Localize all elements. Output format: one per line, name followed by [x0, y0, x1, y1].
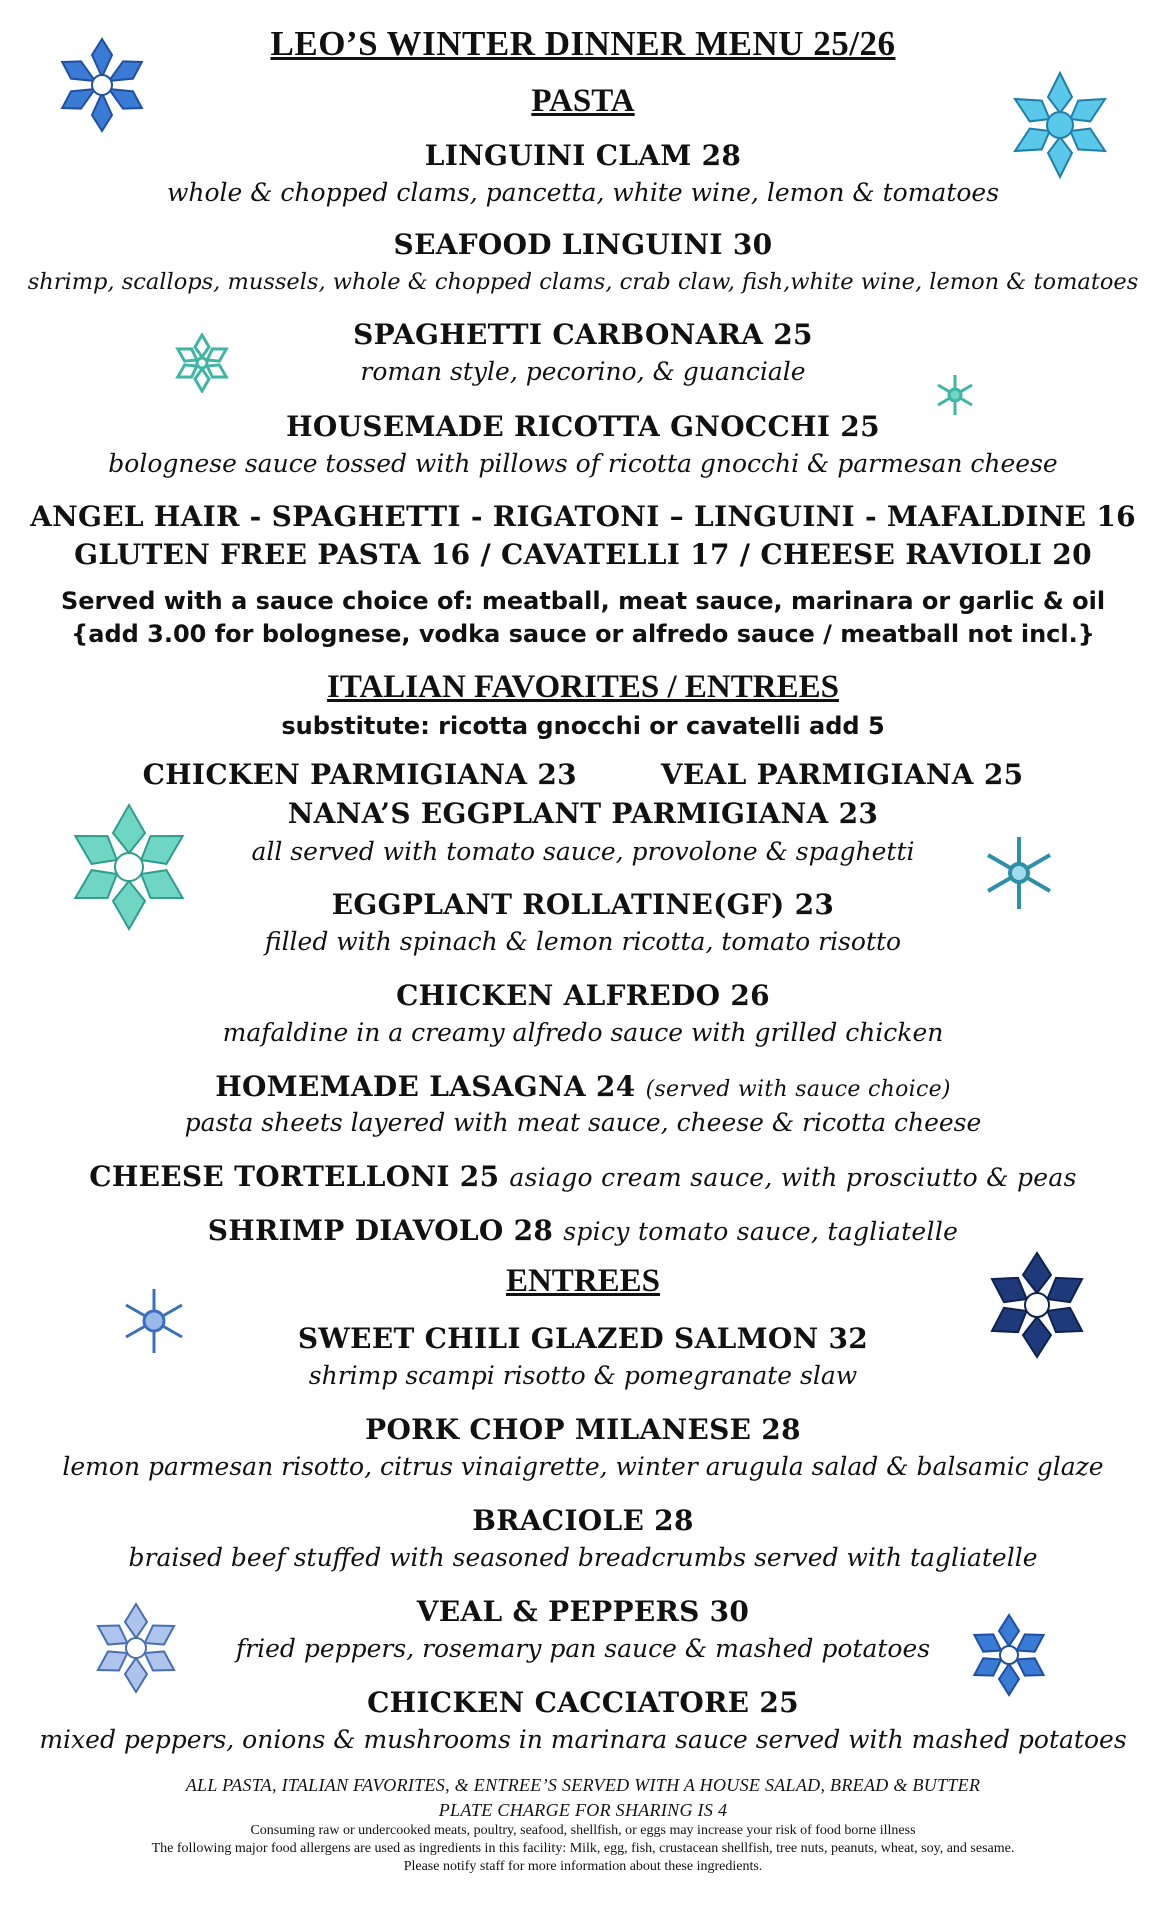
- menu-item-name: SHRIMP DIAVOLO 28: [207, 1214, 554, 1247]
- menu-item-desc: shrimp scampi risotto & pomegranate slaw: [308, 1361, 858, 1390]
- menu-item-name: LINGUINI CLAM 28: [424, 139, 742, 172]
- pasta-options-line: GLUTEN FREE PASTA 16 / CAVATELLI 17 / CHEESE RAVIOLI 20: [74, 538, 1092, 571]
- menu-title: LEO’S WINTER DINNER MENU 25/26: [270, 24, 896, 63]
- menu-item-desc: bolognese sauce tossed with pillows of ricotta gnocchi & parmesan cheese: [108, 449, 1058, 478]
- menu-item-name: VEAL & PEPPERS 30: [416, 1595, 750, 1628]
- sauce-choice-line: Served with a sauce choice of: meatball, meat sauce, marinara or garlic & oil: [60, 587, 1106, 615]
- menu-item-desc: fried peppers, rosemary pan sauce & mashed potatoes: [235, 1634, 931, 1663]
- menu-item-name: CHICKEN CACCIATORE 25: [367, 1686, 799, 1719]
- menu-item-name: PORK CHOP MILANESE 28: [365, 1413, 801, 1446]
- menu-item-desc: filled with spinach & lemon ricotta, tomato risotto: [264, 927, 902, 956]
- menu-item-name: BRACIOLE 28: [472, 1504, 694, 1537]
- menu-item-name: EGGPLANT ROLLATINE(GF) 23: [331, 888, 835, 921]
- diavolo-line: [0, 1214, 1166, 1247]
- parmigiana-line: [0, 758, 1166, 791]
- menu-item-name: SPAGHETTI CARBONARA 25: [353, 318, 813, 351]
- lasagna-line: [0, 1070, 1166, 1103]
- menu-item-desc: braised beef stuffed with seasoned breadcrumbs served with tagliatelle: [128, 1543, 1038, 1572]
- menu-item-desc: mafaldine in a creamy alfredo sauce with grilled chicken: [222, 1018, 944, 1047]
- menu-item-desc: asiago cream sauce, with prosciutto & peas: [509, 1163, 1077, 1192]
- menu-item-name: HOUSEMADE RICOTTA GNOCCHI 25: [286, 410, 880, 443]
- menu-item-name: CHICKEN ALFREDO 26: [396, 979, 770, 1012]
- menu-item-name: SEAFOOD LINGUINI 30: [393, 228, 773, 261]
- menu-item-desc: whole & chopped clams, pancetta, white wine, lemon & tomatoes: [166, 178, 1000, 207]
- section-heading-entrees: ENTREES: [505, 1263, 661, 1299]
- menu-item-desc: lemon parmesan risotto, citrus vinaigrette, winter arugula salad & balsamic glaze: [62, 1452, 1104, 1481]
- menu-item-name: CHICKEN PARMIGIANA 23: [142, 758, 577, 791]
- sauce-upcharge-line: {add 3.00 for bolognese, vodka sauce or alfredo sauce / meatball not incl.}: [71, 620, 1095, 648]
- menu-item-desc: pasta sheets layered with meat sauce, cheese & ricotta cheese: [184, 1108, 982, 1137]
- section-heading-pasta: PASTA: [531, 83, 635, 119]
- footer-allergen-list: The following major food allergens are used as ingredients in this facility: Milk, egg, fish, crustacean shellfish, tree nuts, peanuts, wheat, soy, and sesame.: [151, 1841, 1015, 1856]
- footer-allergen-notice: Please notify staff for more information about these ingredients.: [403, 1859, 763, 1874]
- menu-item-note: (served with sauce choice): [645, 1077, 951, 1102]
- section-heading-favorites: ITALIAN FAVORITES / ENTREES: [327, 669, 839, 705]
- menu-item-desc: roman style, pecorino, & guanciale: [360, 357, 806, 386]
- pasta-shapes-line: ANGEL HAIR - SPAGHETTI - RIGATONI – LINGUINI - MAFALDINE 16: [30, 500, 1136, 533]
- footer-served-with: ALL PASTA, ITALIAN FAVORITES, & ENTREE’S SERVED WITH A HOUSE SALAD, BREAD & BUTTER: [185, 1775, 981, 1795]
- menu-item-desc: shrimp, scallops, mussels, whole & chopped clams, crab claw, fish,white wine, lemon & tomatoes: [27, 269, 1139, 295]
- menu-item-desc: all served with tomato sauce, provolone & spaghetti: [251, 837, 915, 866]
- menu-item-desc: mixed peppers, onions & mushrooms in marinara sauce served with mashed potatoes: [39, 1725, 1127, 1754]
- menu-item-name: NANA’S EGGPLANT PARMIGIANA 23: [287, 797, 879, 830]
- menu-item-name: VEAL PARMIGIANA 25: [660, 758, 1024, 791]
- menu-item-name: SWEET CHILI GLAZED SALMON 32: [297, 1322, 869, 1355]
- tortelloni-line: [0, 1160, 1166, 1193]
- substitute-note: substitute: ricotta gnocchi or cavatelli add 5: [281, 712, 885, 740]
- footer-consumption-warning: Consuming raw or undercooked meats, poultry, seafood, shellfish, or eggs may increase your risk of food borne illness: [250, 1823, 916, 1838]
- footer-plate-charge: PLATE CHARGE FOR SHARING IS 4: [438, 1800, 728, 1820]
- menu-item-desc: spicy tomato sauce, tagliatelle: [563, 1217, 959, 1246]
- menu-item-name: HOMEMADE LASAGNA 24: [215, 1070, 636, 1103]
- menu-item-name: CHEESE TORTELLONI 25: [89, 1160, 500, 1193]
